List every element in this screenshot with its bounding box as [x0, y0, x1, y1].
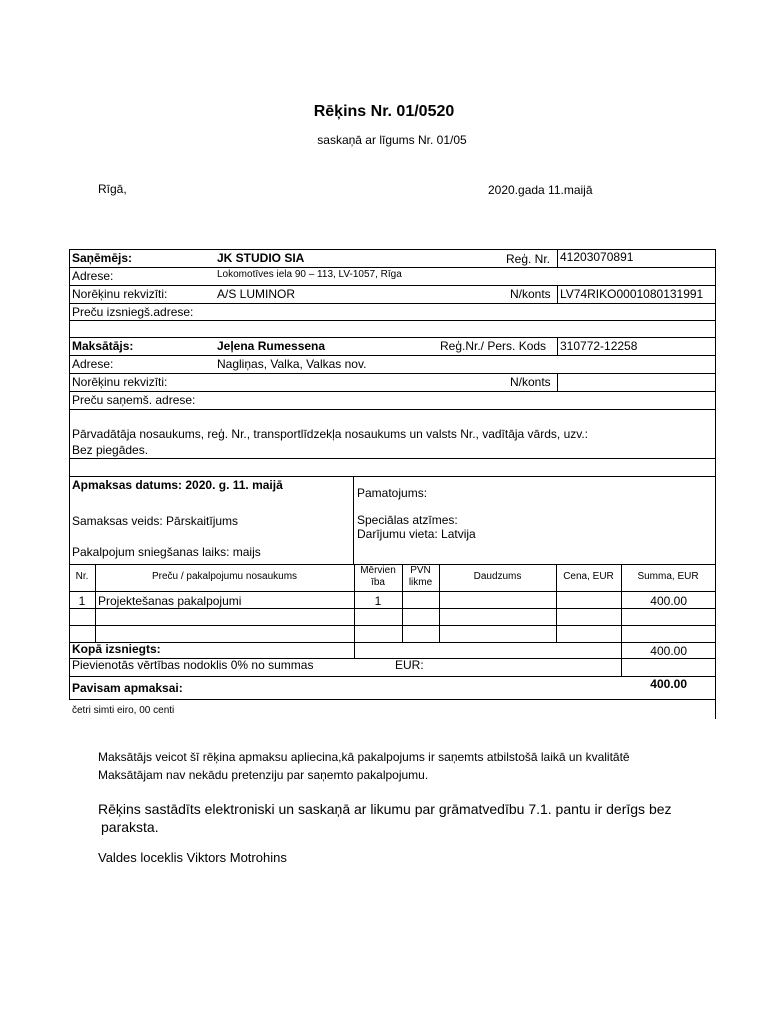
recipient-account-label: N/konts: [510, 287, 551, 301]
col-header-nr: Nr.: [75, 571, 89, 582]
payment-confirmation-line2: Maksātājam nav nekādu pretenziju par saņemto pakalpojumu.: [98, 768, 429, 782]
transaction-place: Darījumu vieta: Latvija: [357, 527, 476, 541]
recipient-bank-label: Norēķinu rekvizīti:: [72, 287, 168, 301]
row-unit: 1: [374, 594, 382, 608]
col-header-unit-2: ība: [371, 577, 385, 588]
recipient-reg-value: 41203070891: [560, 250, 634, 264]
row-name: Projektešanas pakalpojumi: [98, 594, 242, 608]
recipient-address-label: Adrese:: [72, 269, 114, 283]
invoice-place: Rīgā,: [98, 182, 127, 196]
recipient-name: JK STUDIO SIA: [217, 251, 305, 265]
invoice-date: 2020.gada 11.maijā: [488, 183, 593, 197]
amount-in-words: četri simti eiro, 00 centi: [72, 705, 175, 716]
vat-currency: EUR:: [395, 658, 424, 672]
row-nr: 1: [78, 594, 86, 608]
recipient-account-value: LV74RIKO0001080131991: [560, 287, 704, 301]
recipient-address-value: Lokomotīves iela 90 – 113, LV-1057, Rīga: [217, 269, 402, 280]
col-header-vat: PVN: [410, 565, 431, 576]
col-header-sum: Summa, EUR: [637, 571, 699, 582]
signatory: Valdes loceklis Viktors Motrohins: [98, 850, 287, 865]
payer-delivery-label: Preču saņemš. adrese:: [72, 393, 196, 407]
special-notes: Speciālas atzīmes:: [357, 513, 458, 527]
service-period: Pakalpojum sniegšanas laiks: maijs: [72, 545, 261, 559]
carrier-info-value: Bez piegādes.: [72, 443, 149, 457]
payment-due-date: Apmaksas datums: 2020. g. 11. maijā: [72, 478, 283, 492]
payer-account-label: N/konts: [510, 375, 551, 389]
vat-label: Pievienotās vērtības nodoklis 0% no summas: [72, 658, 314, 672]
payment-method: Samaksas veids: Pārskaitījums: [72, 514, 239, 528]
payer-label: Maksātājs:: [72, 339, 134, 353]
total-issued-label: Kopā izsniegts:: [72, 642, 161, 656]
grand-total-label: Pavisam apmaksai:: [72, 681, 183, 695]
recipient-bank-value: A/S LUMINOR: [217, 287, 296, 301]
payer-name: Jeļena Rumessena: [217, 339, 326, 353]
grand-total-value: 400.00: [650, 677, 687, 691]
payer-bank-label: Norēķinu rekvizīti:: [72, 375, 168, 389]
payer-reg-value: 310772-12258: [560, 339, 638, 353]
col-header-price: Cena, EUR: [563, 571, 614, 582]
payment-basis: Pamatojums:: [357, 486, 428, 500]
carrier-info-label: Pārvadātāja nosaukums, reģ. Nr., transportlīdzekļa nosaukums un valsts Nr., vadītāja vārds, uzv.:: [72, 427, 589, 441]
col-header-unit: Mērvien: [360, 565, 396, 576]
payer-reg-label: Reģ.Nr./ Pers. Kods: [440, 339, 547, 353]
payment-confirmation-line1: Maksātājs veicot šī rēķina apmaksu apliecina,kā pakalpojums ir saņemts atbilstošā laikā un kvalitātē: [98, 750, 630, 764]
col-header-name: Preču / pakalpojumu nosaukums: [151, 571, 298, 582]
electronic-notice-line1: Rēķins sastādīts elektroniski un saskaņā ar likumu par grāmatvedību 7.1. pantu ir derīgs bez: [98, 801, 672, 817]
recipient-delivery-label: Preču izsniegš.adrese:: [72, 305, 194, 319]
invoice-subtitle: saskaņā ar līgums Nr. 01/05: [317, 133, 467, 147]
payer-address-value: Nagliņas, Valka, Valkas nov.: [217, 357, 367, 371]
col-header-vat-2: likme: [408, 577, 433, 588]
col-header-qty: Daudzums: [473, 571, 522, 582]
total-issued-value: 400.00: [650, 644, 687, 658]
recipient-label: Saņēmējs:: [72, 251, 133, 265]
recipient-reg-label: Reģ. Nr.: [506, 252, 551, 266]
payer-address-label: Adrese:: [72, 357, 114, 371]
electronic-notice-line2: paraksta.: [101, 819, 159, 835]
row-sum: 400.00: [650, 594, 687, 608]
invoice-title: Rēķins Nr. 01/0520: [313, 103, 455, 120]
